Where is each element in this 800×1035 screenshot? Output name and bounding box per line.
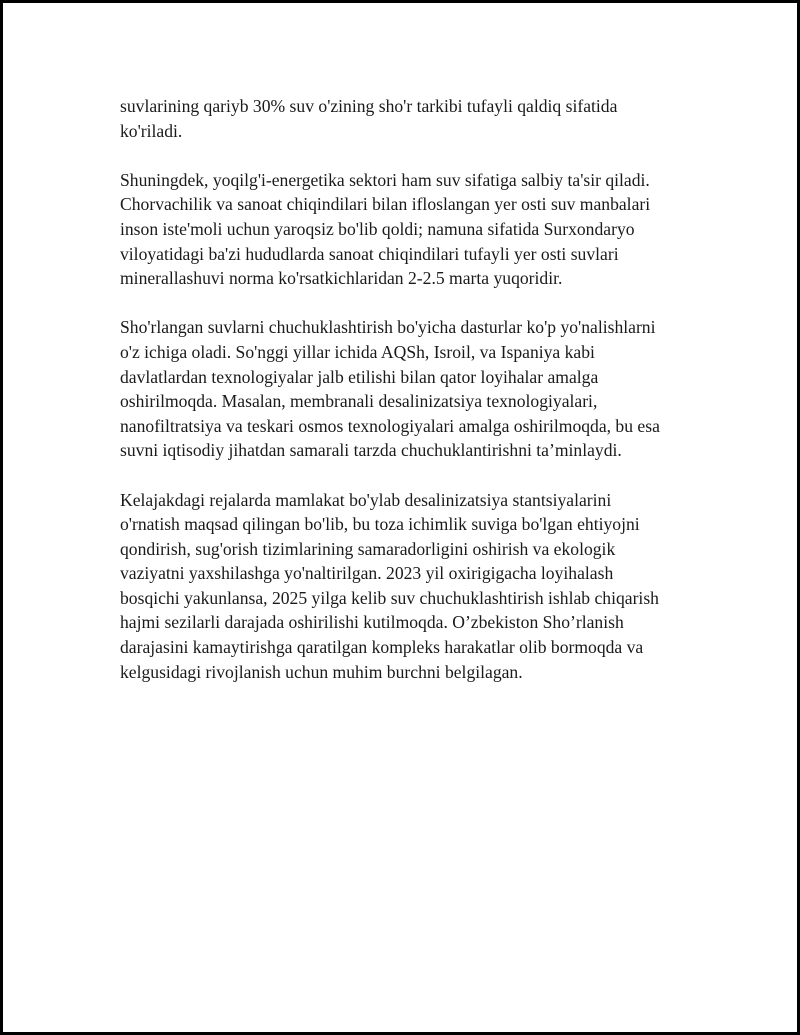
paragraph-2 bbox=[120, 168, 705, 291]
text-line: inson iste'moli uchun yaroqsiz bo'lib qoldi; namuna sifatida Surxondaryo bbox=[120, 218, 635, 239]
paragraph-4 bbox=[120, 488, 705, 685]
text-line: suvlarining qariyb 30% suv o'zining sho'r tarkibi tufayli qaldiq sifatida bbox=[120, 96, 618, 116]
paragraph-1 bbox=[120, 94, 705, 143]
text-line: viloyatidagi ba'zi hududlarda sanoat chiqindilari tufayli yer osti suvlari bbox=[120, 243, 619, 264]
text-line: o'z ichiga oladi. So'nggi yillar ichida AQSh, Isroil, va Ispaniya kabi bbox=[120, 341, 595, 362]
text-line: kelgusidagi rivojlanish uchun muhim burchni belgilagan. bbox=[120, 661, 523, 682]
text-line: bosqichi yakunlansa, 2025 yilga kelib suv chuchuklashtirish ishlab chiqarish bbox=[120, 587, 659, 608]
text-line: oshirilmoqda. Masalan, membranali desalinizatsiya texnologiyalari, bbox=[120, 391, 598, 412]
text-line: hajmi sezilarli darajada oshirilishi kutilmoqda. O’zbekiston Sho’rlanish bbox=[120, 612, 624, 633]
paragraph-3 bbox=[120, 315, 705, 463]
text-line: Shuningdek, yoqilg'i-energetika sektori ham suv sifatiga salbiy ta'sir qiladi. bbox=[120, 169, 650, 190]
text-line: davlatlardan texnologiyalar jalb etilishi bilan qator loyihalar amalga bbox=[120, 366, 599, 387]
text-line: minerallashuvi norma ko'rsatkichlaridan 2-2.5 marta yuqoridir. bbox=[120, 268, 563, 289]
text-line: suvni iqtisodiy jihatdan samarali tarzda chuchuklantirishni ta’minlaydi. bbox=[120, 440, 622, 461]
text-line: Sho'rlangan suvlarni chuchuklashtirish bo'yicha dasturlar ko'p yo'nalishlarni bbox=[120, 317, 656, 338]
body-text bbox=[120, 94, 705, 709]
text-line: nanofiltratsiya va teskari osmos texnologiyalari amalga oshirilmoqda, bu esa bbox=[120, 415, 660, 436]
text-line: o'rnatish maqsad qilingan bo'lib, bu toza ichimlik suviga bo'lgan ehtiyojni bbox=[120, 514, 640, 535]
text-line: qondirish, sug'orish tizimlarining samaradorligini oshirish va ekologik bbox=[120, 538, 616, 559]
text-line: darajasini kamaytirishga qaratilgan kompleks harakatlar olib bormoqda va bbox=[120, 637, 644, 658]
text-line: vaziyatni yaxshilashga yo'naltirilgan. 2023 yil oxirigigacha loyihalash bbox=[120, 563, 614, 584]
text-line: ko'riladi. bbox=[120, 120, 183, 141]
text-line: Chorvachilik va sanoat chiqindilari bilan ifloslangan yer osti suv manbalari bbox=[120, 194, 651, 215]
text-line: Kelajakdagi rejalarda mamlakat bo'ylab desalinizatsiya stantsiyalarini bbox=[120, 489, 612, 510]
